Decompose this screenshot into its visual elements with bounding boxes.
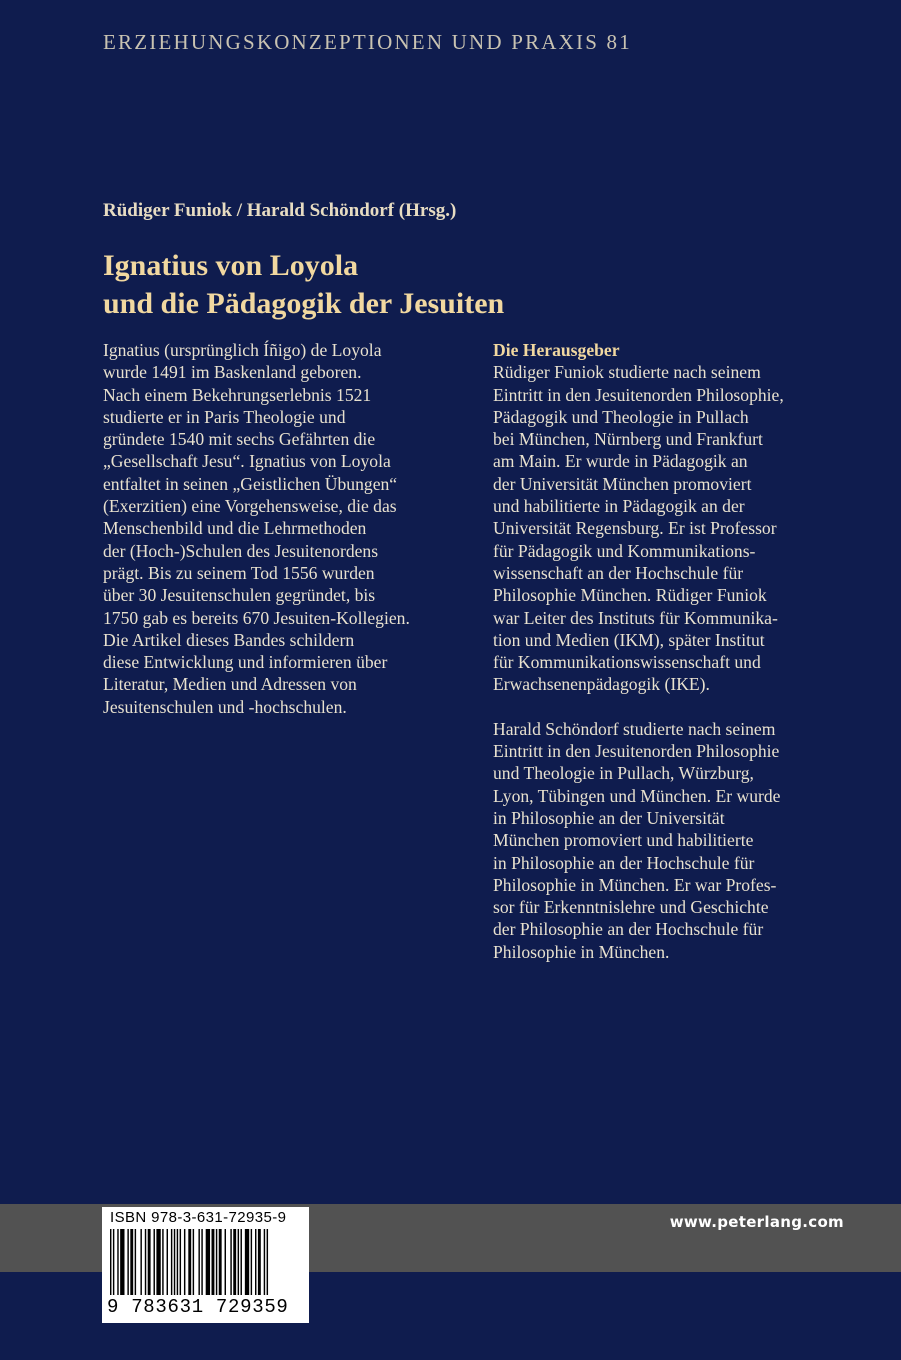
barcode-bar bbox=[219, 1229, 222, 1295]
barcode-bar bbox=[206, 1229, 210, 1295]
paragraph-spacer bbox=[493, 696, 853, 718]
barcode-bar bbox=[167, 1229, 168, 1295]
description-line: diese Entwicklung und informieren über bbox=[103, 652, 388, 673]
bio-line-funiok: Erwachsenenpädagogik (IKE). bbox=[493, 674, 710, 695]
description-column bbox=[103, 339, 453, 718]
barcode-bar bbox=[127, 1229, 128, 1295]
bio-line-schoendorf: Eintritt in den Jesuitenorden Philosophie bbox=[493, 741, 780, 762]
barcode-bar bbox=[216, 1229, 217, 1295]
barcode-bar bbox=[201, 1229, 202, 1295]
barcode-bar bbox=[241, 1229, 242, 1295]
bio-line-funiok: tion und Medien (IKM), später Institut bbox=[493, 629, 765, 650]
bio-line-schoendorf: der Philosophie an der Hochschule für bbox=[493, 919, 764, 940]
description-line: Literatur, Medien und Adressen von bbox=[103, 674, 357, 695]
barcode-bar bbox=[148, 1229, 151, 1295]
isbn-label: ISBN 978-3-631-72935-9 bbox=[110, 1209, 287, 1226]
bio-line-schoendorf: München promoviert und habilitierte bbox=[493, 830, 754, 851]
isbn-barcode-box bbox=[102, 1207, 309, 1323]
bio-line-schoendorf: und Theologie in Pullach, Würzburg, bbox=[493, 763, 754, 784]
barcode-bar bbox=[180, 1229, 181, 1295]
bio-line-schoendorf: Harald Schöndorf studierte nach seinem bbox=[493, 718, 776, 739]
bio-line-schoendorf: sor für Erkenntnislehre und Geschichte bbox=[493, 897, 769, 918]
barcode-bar bbox=[145, 1229, 146, 1295]
barcode-bar bbox=[238, 1229, 239, 1295]
bio-line-funiok: am Main. Er wurde in Pädagogik an bbox=[493, 451, 748, 472]
description-line: der (Hoch-)Schulen des Jesuitenordens bbox=[103, 540, 379, 561]
barcode-bar bbox=[267, 1229, 268, 1295]
barcode-bar bbox=[245, 1229, 249, 1295]
barcode-bar bbox=[177, 1229, 178, 1295]
bio-line-funiok: Philosophie München. Rüdiger Funiok bbox=[493, 585, 767, 606]
barcode-bar bbox=[255, 1229, 256, 1295]
description-line: Jesuitenschulen und -hochschulen. bbox=[103, 696, 347, 717]
bio-line-schoendorf: Philosophie in München. Er war Profes- bbox=[493, 874, 777, 895]
barcode-bar bbox=[188, 1229, 191, 1295]
barcode-bar bbox=[162, 1229, 163, 1295]
barcode-bar bbox=[174, 1229, 175, 1295]
bio-line-schoendorf: in Philosophie an der Hochschule für bbox=[493, 852, 755, 873]
description-line: Die Artikel dieses Bandes schildern bbox=[103, 629, 355, 650]
barcode-bar bbox=[193, 1229, 194, 1295]
barcode-digits: 9 783631 729359 bbox=[107, 1296, 289, 1318]
book-title bbox=[103, 247, 504, 323]
title-line-1: Ignatius von Loyola bbox=[103, 249, 359, 282]
barcode-bar bbox=[110, 1229, 111, 1295]
description-line: Menschenbild und die Lehrmethoden bbox=[103, 518, 367, 539]
barcode-bar bbox=[135, 1229, 136, 1295]
description-line: wurde 1491 im Baskenland geboren. bbox=[103, 362, 362, 383]
barcode-bar bbox=[212, 1229, 215, 1295]
barcode-bar bbox=[184, 1229, 185, 1295]
description-line: (Exerzitien) eine Vorgehensweise, die das bbox=[103, 496, 397, 517]
barcode-bar bbox=[154, 1229, 155, 1295]
barcode-bar bbox=[230, 1229, 231, 1295]
editors-line: Rüdiger Funiok / Harald Schöndorf (Hrsg.) bbox=[103, 200, 457, 221]
bio-line-schoendorf: Philosophie in München. bbox=[493, 941, 670, 962]
bio-line-funiok: Universität Regensburg. Er ist Professor bbox=[493, 518, 777, 539]
barcode-bar bbox=[130, 1229, 133, 1295]
bio-line-funiok: Eintritt in den Jesuitenorden Philosophie, bbox=[493, 384, 784, 405]
barcode-bar bbox=[113, 1229, 114, 1295]
description-line: entfaltet in seinen „Geistlichen Übungen“ bbox=[103, 473, 398, 494]
title-line-2: und die Pädagogik der Jesuiten bbox=[103, 287, 505, 320]
bio-line-funiok: wissenschaft an der Hochschule für bbox=[493, 562, 744, 583]
bio-line-funiok: war Leiter des Instituts für Kommunika- bbox=[493, 607, 778, 628]
description-line: studierte er in Paris Theologie und bbox=[103, 406, 346, 427]
barcode-bar bbox=[233, 1229, 236, 1295]
bio-line-funiok: der Universität München promoviert bbox=[493, 473, 752, 494]
barcode-bar bbox=[251, 1229, 252, 1295]
editors-bio-column bbox=[493, 339, 853, 963]
bio-line-funiok: für Kommunikationswissenschaft und bbox=[493, 652, 761, 673]
bio-line-funiok: Rüdiger Funiok studierte nach seinem bbox=[493, 362, 761, 383]
bio-line-funiok: bei München, Nürnberg und Frankfurt bbox=[493, 429, 763, 450]
description-line: gründete 1540 mit sechs Gefährten die bbox=[103, 429, 376, 450]
bio-line-schoendorf: Lyon, Tübingen und München. Er wurde bbox=[493, 785, 781, 806]
barcode-bar bbox=[264, 1229, 265, 1295]
editors-heading: Die Herausgeber bbox=[493, 340, 620, 360]
bio-line-funiok: für Pädagogik und Kommunikations- bbox=[493, 540, 756, 561]
description-line: 1750 gab es bereits 670 Jesuiten-Kollegien. bbox=[103, 607, 410, 628]
description-line: Nach einem Bekehrungserlebnis 1521 bbox=[103, 384, 372, 405]
barcode-bar bbox=[198, 1229, 199, 1295]
description-line: prägt. Bis zu seinem Tod 1556 wurden bbox=[103, 562, 375, 583]
bio-line-funiok: und habilitierte in Pädagogik an der bbox=[493, 496, 745, 517]
barcode-bar bbox=[117, 1229, 118, 1295]
publisher-website-link[interactable]: www.peterlang.com bbox=[669, 1213, 844, 1231]
description-line: über 30 Jesuitenschulen gegründet, bis bbox=[103, 585, 376, 606]
barcode-bar bbox=[258, 1229, 261, 1295]
description-line: Ignatius (ursprünglich Íñigo) de Loyola bbox=[103, 340, 382, 360]
description-line: „Gesellschaft Jesu“. Ignatius von Loyola bbox=[103, 451, 391, 472]
barcode-bar bbox=[140, 1229, 141, 1295]
series-title: ERZIEHUNGSKONZEPTIONEN UND PRAXIS 81 bbox=[103, 30, 632, 54]
bio-line-schoendorf: in Philosophie an der Universität bbox=[493, 807, 725, 828]
barcode-bar bbox=[171, 1229, 172, 1295]
barcode-icon bbox=[108, 1229, 303, 1297]
barcode-bar bbox=[156, 1229, 160, 1295]
bio-line-funiok: Pädagogik und Theologie in Pullach bbox=[493, 406, 749, 427]
barcode-bar bbox=[225, 1229, 226, 1295]
barcode-bar bbox=[120, 1229, 124, 1295]
